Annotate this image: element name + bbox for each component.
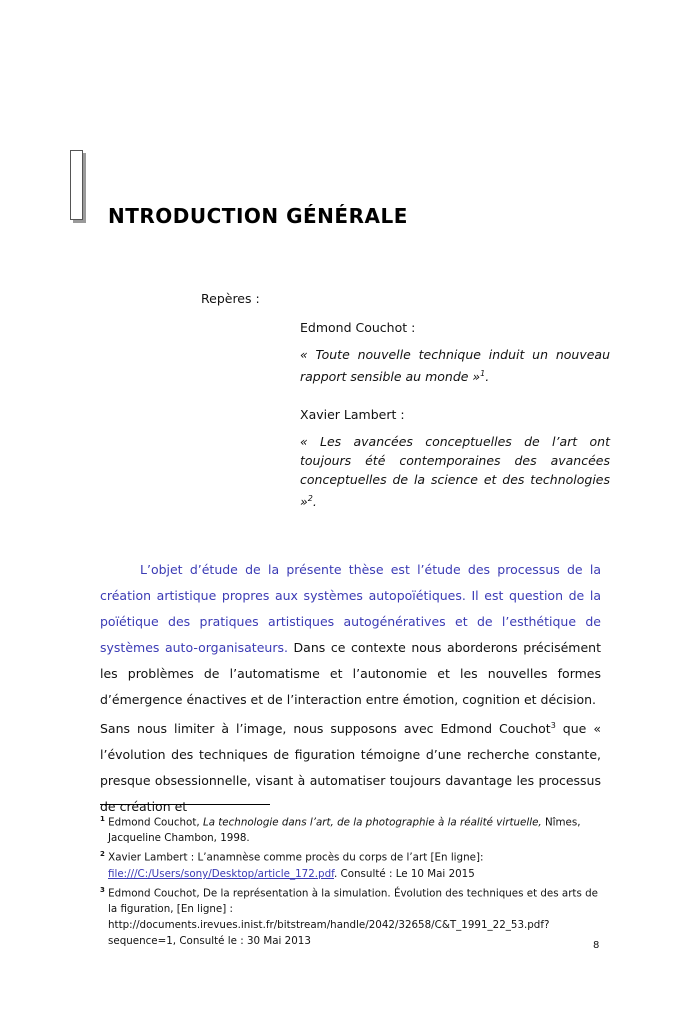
footnote-separator <box>100 804 270 805</box>
quote-author: Edmond Couchot : <box>300 320 416 335</box>
footnote-3: $^3$ Edmond Couchot, De la représentation à la simulation. Évolution des techniques et des arts de la figuration, [En ligne] : http://documents.irevues.inist.fr/bitstream/handle/2042/32658/C&T_1991_22_53.pdf?sequence=1, Consulté le : 30 Mai 2013 <box>100 885 598 948</box>
page-number: 8 <box>593 940 600 951</box>
footnote-ref: 3 <box>550 721 556 730</box>
footnote-link[interactable]: file:///C:/Users/sony/Desktop/article_172.pdf <box>108 867 334 880</box>
highlighted-text: L’objet d’étude de la présente thèse est l’étude des processus de la création artistique propres aux systèmes autopoïétiques. Il est question de la poïétique des pratiques artistiques autogénératives et de l’esthétique de systèmes auto-organisateurs. <box>100 562 601 655</box>
body-text <box>100 557 601 820</box>
quote-text: « Les avancées conceptuelles de l’art ont toujours été contemporaines des avancées conceptuelles de la science et des technologies »$^2$. <box>300 434 610 510</box>
paragraph-1: L’objet d’étude de la présente thèse est l’étude des processus de la création artistique propres aux systèmes autopoïétiques. Il est question de la poïétique des pratiques artistiques autogénératives et de l’esthétique de systèmes auto-organisateurs. Dans ce contexte nous aborderons précisément les problèmes de l’automatisme et l’autonomie et les nouvelles formes d’émergence énactives et de l’interaction entre émotion, cognition et décision. <box>100 562 601 707</box>
paragraph-2: Sans nous limiter à l’image, nous supposons avec Edmond Couchot$^3$ que « l’évolution des techniques de figuration témoigne d’une recherche constante, presque obsessionnelle, visant à automatiser toujours davantage les processus de création et <box>100 721 601 815</box>
footnote-1: $^1$ Edmond Couchot, La technologie dans l’art, de la photographie à la réalité virtuelle, Nîmes, Jacqueline Chambon, 1998. <box>100 815 581 845</box>
epigraph-quote-1 <box>300 318 610 386</box>
drop-cap-bar <box>70 150 83 220</box>
reperes-label: Repères : <box>201 291 260 306</box>
footnote-ref: 1 <box>480 369 486 378</box>
chapter-title: NTRODUCTION GÉNÉRALE <box>108 204 408 228</box>
quote-author: Xavier Lambert : <box>300 407 405 422</box>
quote-text: « Toute nouvelle technique induit un nouveau rapport sensible au monde »$^1$. <box>300 347 610 385</box>
epigraph-quote-2 <box>300 405 610 511</box>
drop-cap-letter <box>70 150 86 223</box>
footnotes <box>100 811 605 949</box>
footnote-ref: 2 <box>307 494 313 503</box>
footnote-2: $^2$ Xavier Lambert : L’anamnèse comme procès du corps de l’art [En ligne]: file:///C:/Users/sony/Desktop/article_172.pdf. Consulté : Le 10 Mai 2015 <box>100 850 484 880</box>
